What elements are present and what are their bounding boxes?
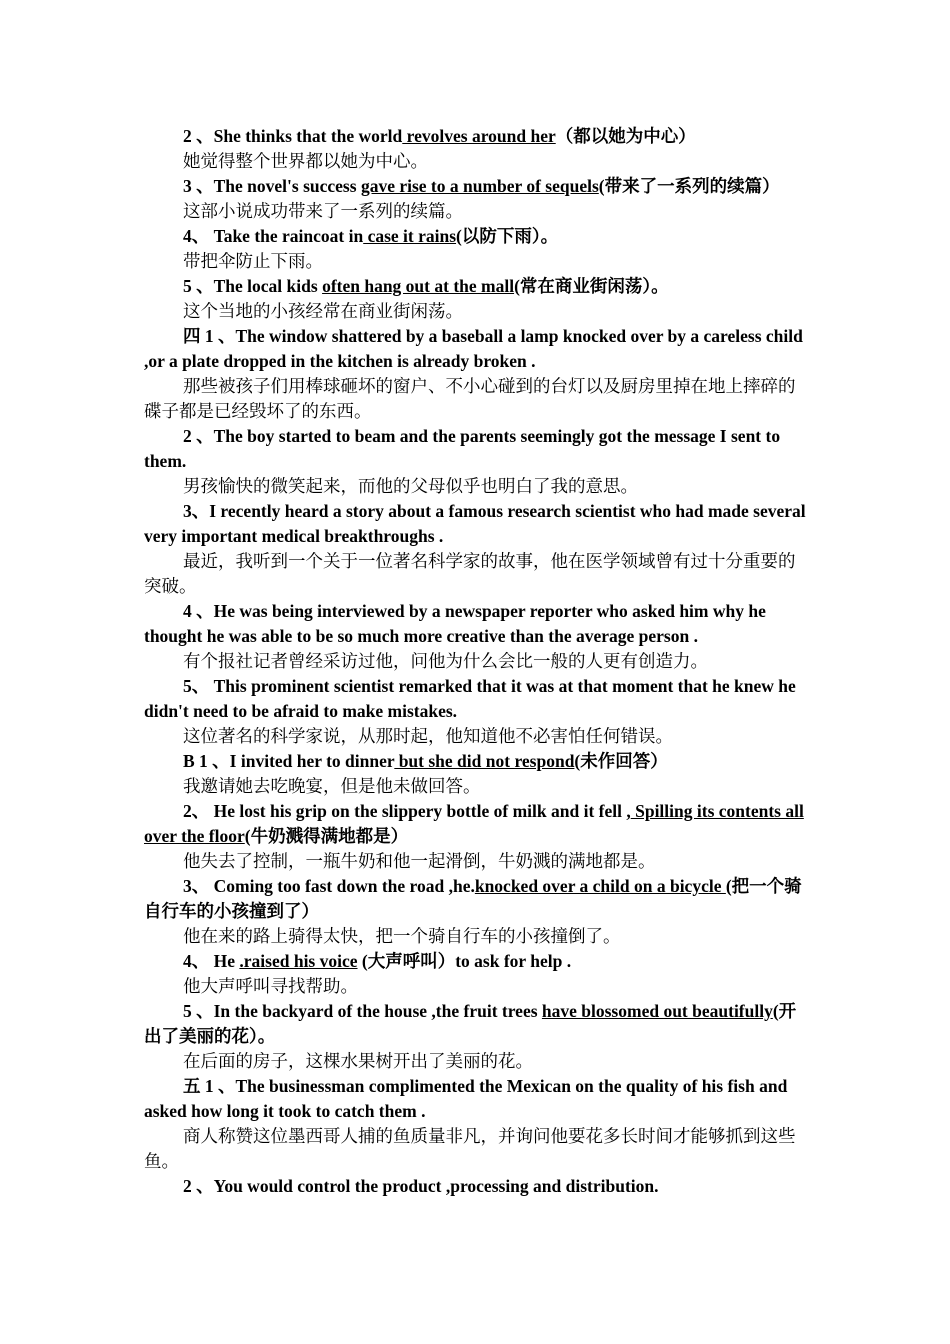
chinese-translation [144, 924, 808, 949]
english-sentence [144, 224, 808, 249]
text-segment: 她觉得整个世界都以她为中心。 [183, 151, 428, 171]
chinese-translation [144, 849, 808, 874]
document-body [144, 124, 808, 1199]
text-segment: 这位著名的科学家说，从那时起，他知道他不必害怕任何错误。 [183, 726, 673, 746]
text-segment: 5 、The local kids [183, 276, 323, 296]
text-segment: 那些被孩子们用棒球砸坏的窗户、不小心碰到的台灯以及厨房里掉在地上摔碎的碟子都是已经毁坏了的东西。 [144, 376, 796, 421]
english-sentence [144, 949, 808, 974]
chinese-translation [144, 974, 808, 999]
english-sentence [144, 274, 808, 299]
text-segment: 五 1 、The businessman complimented the Mexican on the quality of his fish and asked how long it took to catch them . [144, 1076, 788, 1121]
text-segment: (以防下雨）。 [456, 226, 559, 246]
text-segment: 4、 He [183, 951, 240, 971]
chinese-translation [144, 1049, 808, 1074]
english-sentence [144, 674, 808, 724]
english-sentence [144, 874, 808, 924]
text-segment: (带来了一系列的续篇） [598, 176, 780, 196]
chinese-translation [144, 474, 808, 499]
text-segment: 最近，我听到一个关于一位著名科学家的故事，他在医学领域曾有过十分重要的突破。 [144, 551, 796, 596]
chinese-translation [144, 199, 808, 224]
english-sentence [144, 499, 808, 549]
text-segment: 4 、He was being interviewed by a newspaper reporter who asked him why he thought he was able to be so much more creative than the average person . [144, 601, 766, 646]
text-segment: 3、 Coming too fast down the road ,he. [183, 876, 475, 896]
underlined-phrase: often hang out at the mall [322, 276, 515, 296]
english-sentence [144, 1174, 808, 1199]
text-segment: (开出了美丽的花）。 [144, 1001, 797, 1046]
english-sentence [144, 999, 808, 1049]
chinese-translation [144, 249, 808, 274]
text-segment: 5、 This prominent scientist remarked that it was at that moment that he knew he didn't need to be afraid to make mistakes. [144, 676, 796, 721]
chinese-translation [144, 549, 808, 599]
text-segment: (把一个骑自行车的小孩撞到了） [144, 876, 802, 921]
english-sentence [144, 799, 808, 849]
chinese-translation [144, 774, 808, 799]
underlined-phrase: case it rains [363, 226, 457, 246]
english-sentence [144, 124, 808, 149]
text-segment: 2 、She thinks that the world [183, 126, 403, 146]
text-segment: 他大声呼叫寻找帮助。 [183, 976, 358, 996]
text-segment: （都以她为中心） [555, 126, 696, 146]
text-segment: 我邀请她去吃晚宴，但是他未做回答。 [183, 776, 481, 796]
text-segment: 2 、You would control the product ,processing and distribution. [183, 1176, 659, 1196]
text-segment: 他失去了控制，一瓶牛奶和他一起滑倒，牛奶溅的满地都是。 [183, 851, 656, 871]
english-sentence [144, 749, 808, 774]
english-sentence [144, 324, 808, 374]
chinese-translation [144, 1124, 808, 1174]
text-segment: 3、I recently heard a story about a famous research scientist who had made several very important medical breakthroughs . [144, 501, 806, 546]
text-segment: 在后面的房子，这棵水果树开出了美丽的花。 [183, 1051, 533, 1071]
text-segment: 3 、The novel's success [183, 176, 361, 196]
underlined-phrase: Spilling its contents all over the floor [144, 801, 804, 846]
text-segment: (常在商业街闲荡）。 [514, 276, 669, 296]
chinese-translation [144, 299, 808, 324]
text-segment: 5 、In the backyard of the house ,the fruit trees [183, 1001, 542, 1021]
english-sentence [144, 599, 808, 649]
chinese-translation [144, 374, 808, 424]
text-segment: 带把伞防止下雨。 [183, 251, 323, 271]
underlined-phrase: but she did not respond [394, 751, 575, 771]
underlined-phrase: revolves around her [402, 126, 556, 146]
text-segment: 四 1 、The window shattered by a baseball a lamp knocked over by a careless child ,or a plate dropped in the kitchen is already broken . [144, 326, 803, 371]
text-segment: 这部小说成功带来了一系列的续篇。 [183, 201, 463, 221]
text-segment: 2 、The boy started to beam and the parents seemingly got the message I sent to them. [144, 426, 781, 471]
chinese-translation [144, 724, 808, 749]
text-segment: (大声呼叫）to ask for help . [357, 951, 572, 971]
text-segment: 4、 Take the raincoat in [183, 226, 364, 246]
text-segment: 他在来的路上骑得太快，把一个骑自行车的小孩撞倒了。 [183, 926, 621, 946]
english-sentence [144, 1074, 808, 1124]
text-segment: 有个报社记者曾经采访过他，问他为什么会比一般的人更有创造力。 [183, 651, 708, 671]
english-sentence [144, 174, 808, 199]
underlined-phrase: have blossomed out beautifully [541, 1001, 773, 1021]
underlined-phrase: knocked over a child on a bicycle [474, 876, 726, 896]
text-segment: 这个当地的小孩经常在商业街闲荡。 [183, 301, 463, 321]
chinese-translation [144, 649, 808, 674]
chinese-translation [144, 149, 808, 174]
text-segment: 2、 He lost his grip on the slippery bottle of milk and it fell , [183, 801, 631, 821]
underlined-phrase: .raised his voice [239, 951, 358, 971]
text-segment: 男孩愉快的微笑起来，而他的父母似乎也明白了我的意思。 [183, 476, 638, 496]
text-segment: 商人称赞这位墨西哥人捕的鱼质量非凡，并询问他要花多长时间才能够抓到这些鱼。 [144, 1126, 796, 1171]
underlined-phrase: gave rise to a number of sequels [360, 176, 599, 196]
english-sentence [144, 424, 808, 474]
text-segment: (牛奶溅得满地都是） [244, 826, 409, 846]
text-segment: B 1 、I invited her to dinner [183, 751, 395, 771]
text-segment: (未作回答） [574, 751, 668, 771]
